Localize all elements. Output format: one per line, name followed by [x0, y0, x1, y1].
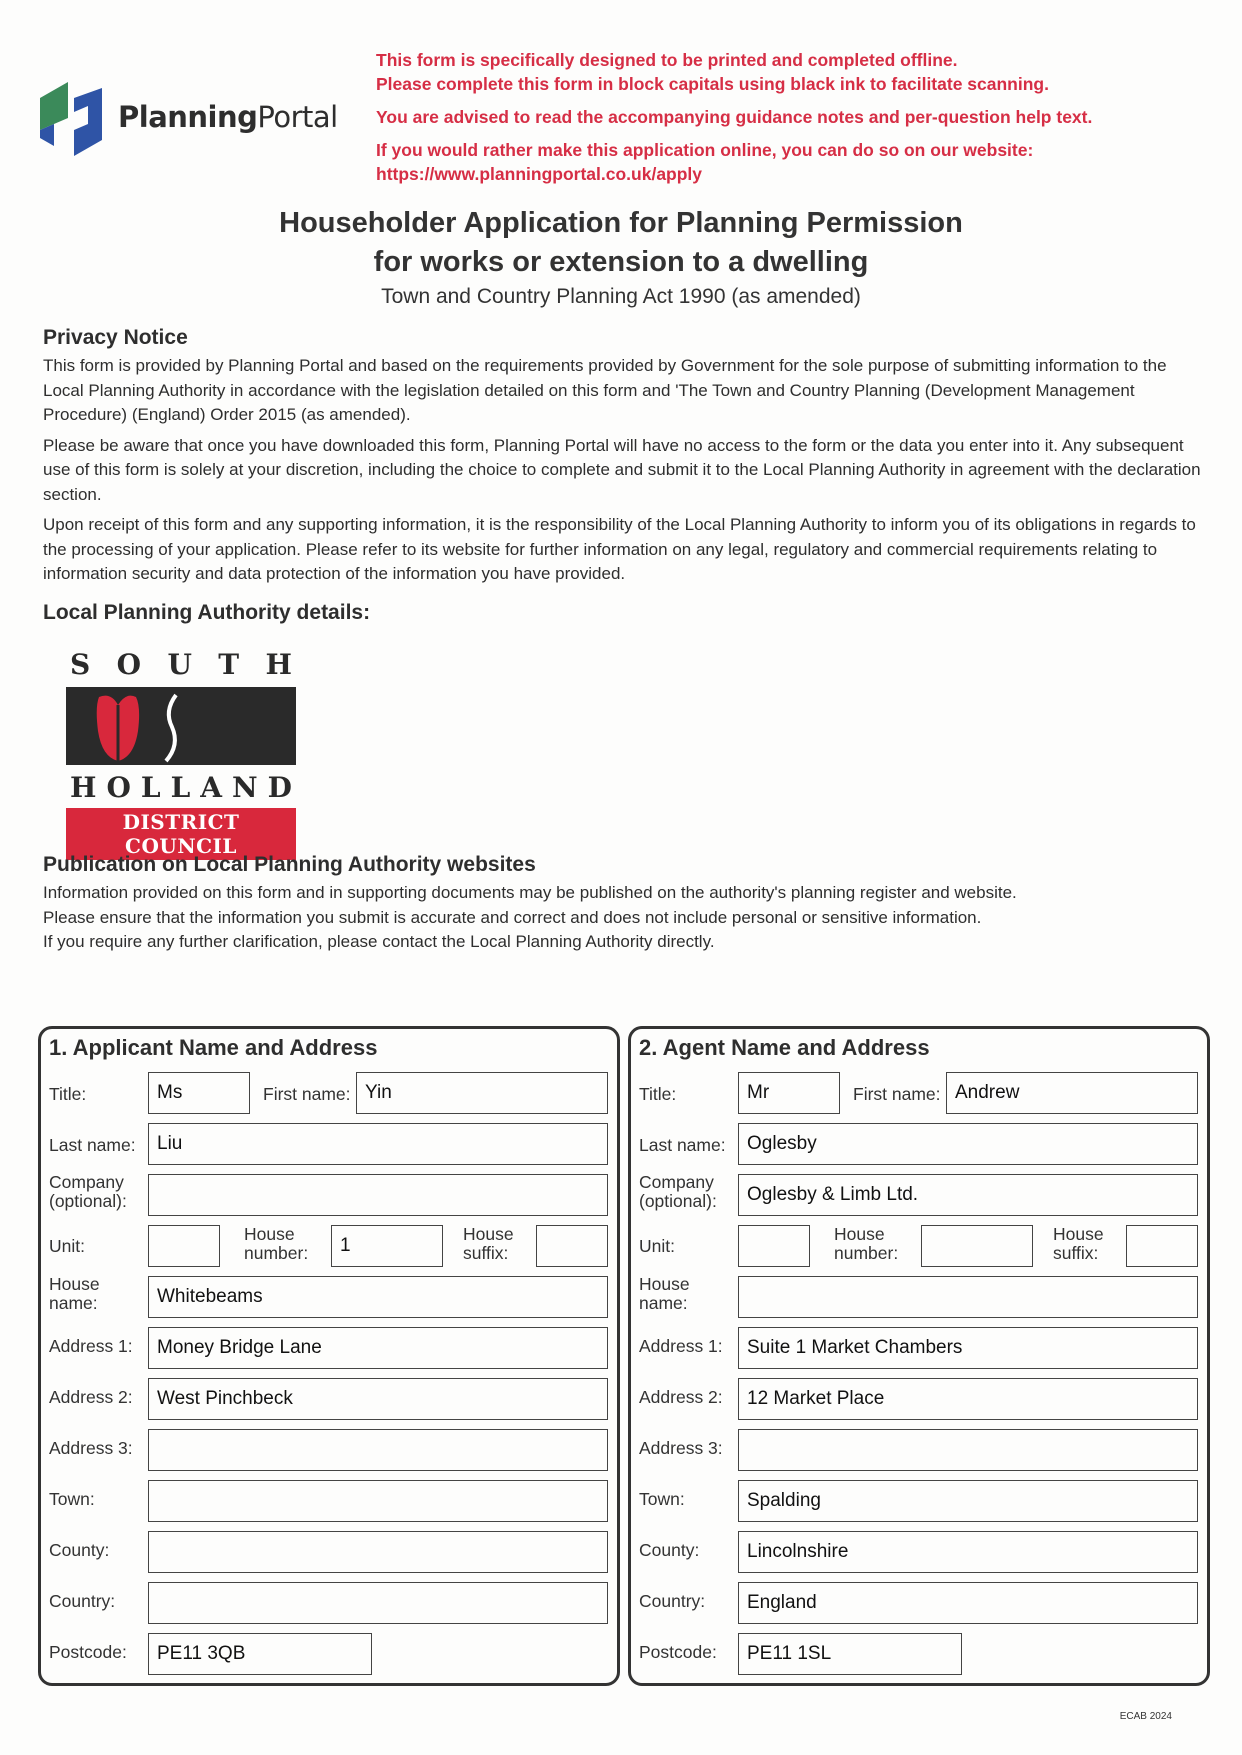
postcode-label: Postcode:: [639, 1642, 717, 1662]
address3-label: Address 3:: [49, 1438, 133, 1458]
title-label: Title:: [49, 1084, 87, 1104]
unit-label: Unit:: [639, 1236, 675, 1256]
lpa-section: [43, 601, 1203, 629]
notice-line: This form is specifically designed to be printed and completed offline.: [376, 50, 958, 70]
privacy-paragraph: Please be aware that once you have downloaded this form, Planning Portal will have no access to the form or the data you enter into it. Any subsequent use of this form is solely at your discretion, including the choice to complete and submit it to the Local Planning Authority in agreement with the declaration section.: [43, 435, 1201, 504]
district-council-banner: DISTRICT COUNCIL: [66, 808, 296, 860]
country-label: Country:: [639, 1591, 706, 1611]
applicant-title-field[interactable]: Ms: [148, 1072, 250, 1114]
agent-town-field[interactable]: Spalding: [738, 1480, 1198, 1522]
applicant-house-number-field[interactable]: 1: [331, 1225, 443, 1267]
agent-section: [628, 1026, 1210, 1686]
applicant-company-field[interactable]: [148, 1174, 608, 1216]
postcode-label: Postcode:: [49, 1642, 127, 1662]
address3-label: Address 3:: [639, 1438, 723, 1458]
publication-line: Please ensure that the information you submit is accurate and correct and does not include personal or sensitive information.: [43, 907, 982, 927]
address1-label: Address 1:: [49, 1336, 133, 1356]
agent-house-number-field[interactable]: [921, 1225, 1033, 1267]
agent-company-field[interactable]: Oglesby & Limb Ltd.: [738, 1174, 1198, 1216]
publication-line: Information provided on this form and in supporting documents may be published on the authority's planning register and website.: [43, 883, 1017, 902]
form-code: ECAB 2024: [1119, 1711, 1172, 1722]
agent-address1-field[interactable]: Suite 1 Market Chambers: [738, 1327, 1198, 1369]
privacy-notice-section: [43, 326, 1203, 593]
county-label: County:: [49, 1540, 110, 1560]
applicant-address1-field[interactable]: Money Bridge Lane: [148, 1327, 608, 1369]
tulip-icon: [66, 687, 296, 765]
notice-line: If you would rather make this application online, you can do so on our website:: [376, 140, 1034, 160]
agent-county-field[interactable]: Lincolnshire: [738, 1531, 1198, 1573]
company-label: Company (optional):: [639, 1172, 717, 1211]
last-name-label: Last name:: [639, 1135, 726, 1155]
publication-section: [43, 853, 1203, 955]
agent-heading: 2. Agent Name and Address: [639, 1035, 930, 1060]
applicant-section: [38, 1026, 620, 1686]
planning-portal-logo: [40, 78, 338, 156]
address2-label: Address 2:: [49, 1387, 133, 1407]
privacy-paragraph: Upon receipt of this form and any supporting information, it is the responsibility of the Local Planning Authority to inform you of its obligations in regards to the processing of your application. Please refer to its website for further information on any legal, regulatory and commercial requirements relating to information security and data protection of the information you have provided.: [43, 515, 1196, 583]
applicant-house-name-field[interactable]: Whitebeams: [148, 1276, 608, 1318]
address2-label: Address 2:: [639, 1387, 723, 1407]
publication-heading: Publication on Local Planning Authority websites: [43, 853, 536, 876]
applicant-county-field[interactable]: [148, 1531, 608, 1573]
logo-top-word: S O U T H: [70, 648, 292, 681]
tulip-band: [66, 687, 296, 765]
agent-first-name-field[interactable]: Andrew: [946, 1072, 1198, 1114]
form-subtitle: Town and Country Planning Act 1990 (as amended): [381, 285, 861, 308]
agent-title-field[interactable]: Mr: [738, 1072, 840, 1114]
house-suffix-label: House suffix:: [1053, 1224, 1104, 1263]
agent-address2-field[interactable]: 12 Market Place: [738, 1378, 1198, 1420]
house-suffix-label: House suffix:: [463, 1224, 514, 1263]
agent-postcode-field[interactable]: PE11 1SL: [738, 1633, 962, 1675]
notice-line: You are advised to read the accompanying guidance notes and per-question help text.: [376, 107, 1093, 127]
applicant-unit-field[interactable]: [148, 1225, 220, 1267]
privacy-paragraph: This form is provided by Planning Portal and based on the requirements provided by Government for the sole purpose of submitting information to the Local Planning Authority in accordance with the legislation detailed on this form and 'The Town and Country Planning (Development Management Procedure) (England) Order 2015 (as amended).: [43, 356, 1167, 424]
applicant-heading: 1. Applicant Name and Address: [49, 1035, 378, 1060]
south-holland-logo: [66, 648, 296, 860]
agent-unit-field[interactable]: [738, 1225, 810, 1267]
logo-bottom-word: H O L L A N D: [70, 771, 292, 804]
logo-wordmark: PlanningPortal: [118, 100, 338, 134]
applicant-house-suffix-field[interactable]: [536, 1225, 608, 1267]
country-label: Country:: [49, 1591, 116, 1611]
applicant-postcode-field[interactable]: PE11 3QB: [148, 1633, 372, 1675]
first-name-label: First name:: [853, 1084, 941, 1104]
title-label: Title:: [639, 1084, 677, 1104]
title-line-2: for works or extension to a dwelling: [373, 246, 869, 278]
company-label: Company (optional):: [49, 1172, 127, 1211]
lpa-heading: Local Planning Authority details:: [43, 601, 371, 624]
address1-label: Address 1:: [639, 1336, 723, 1356]
privacy-heading: Privacy Notice: [43, 326, 188, 349]
applicant-country-field[interactable]: [148, 1582, 608, 1624]
offline-notice: [376, 48, 1092, 186]
last-name-label: Last name:: [49, 1135, 136, 1155]
applicant-address2-field[interactable]: West Pinchbeck: [148, 1378, 608, 1420]
agent-last-name-field[interactable]: Oglesby: [738, 1123, 1198, 1165]
house-name-label: House name:: [49, 1274, 100, 1313]
house-number-label: House number:: [244, 1224, 309, 1263]
form-title: [0, 204, 1242, 312]
publication-line: If you require any further clarification, please contact the Local Planning Authority directly.: [43, 932, 715, 951]
county-label: County:: [639, 1540, 700, 1560]
notice-line: Please complete this form in block capitals using black ink to facilitate scanning.: [376, 74, 1049, 94]
applicant-first-name-field[interactable]: Yin: [356, 1072, 608, 1114]
agent-country-field[interactable]: England: [738, 1582, 1198, 1624]
house-number-label: House number:: [834, 1224, 899, 1263]
town-label: Town:: [639, 1489, 685, 1509]
applicant-town-field[interactable]: [148, 1480, 608, 1522]
apply-online-link[interactable]: https://www.planningportal.co.uk/apply: [376, 164, 703, 184]
applicant-last-name-field[interactable]: Liu: [148, 1123, 608, 1165]
planning-portal-logo-icon: [40, 78, 110, 156]
applicant-address3-field[interactable]: [148, 1429, 608, 1471]
agent-house-name-field[interactable]: [738, 1276, 1198, 1318]
unit-label: Unit:: [49, 1236, 85, 1256]
agent-address3-field[interactable]: [738, 1429, 1198, 1471]
town-label: Town:: [49, 1489, 95, 1509]
title-line-1: Householder Application for Planning Permission: [279, 207, 963, 239]
agent-house-suffix-field[interactable]: [1126, 1225, 1198, 1267]
first-name-label: First name:: [263, 1084, 351, 1104]
house-name-label: House name:: [639, 1274, 690, 1313]
